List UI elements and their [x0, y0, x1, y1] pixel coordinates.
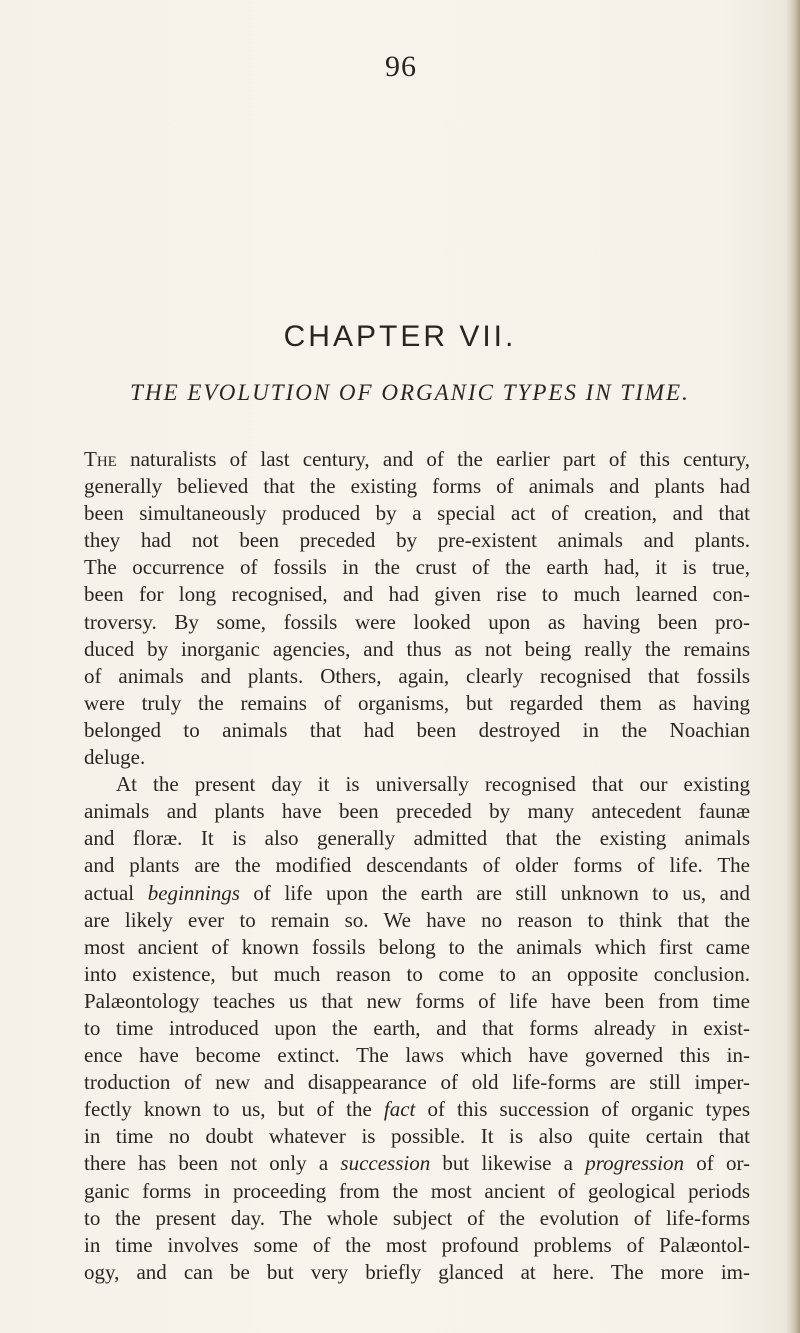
emphasis: succession — [340, 1151, 431, 1176]
text-line: are likely ever to remain so. We have no reason to think that the — [84, 907, 750, 932]
text-line: and floræ. It is also generally admitted that the existing animals — [84, 826, 750, 851]
text-line: animals and plants have been preceded by many antecedent faunæ — [84, 799, 750, 824]
text-line: were truly the remains of organisms, but regarded them as having — [84, 690, 750, 715]
text-line: ogy, and can be but very briefly glanced at here. The more im- — [84, 1259, 750, 1284]
emphasis: progression — [585, 1151, 685, 1176]
text-line: deluge. — [84, 745, 146, 770]
text-line: actual beginnings of life upon the earth are still unknown to us, and — [84, 880, 750, 905]
emphasis: beginnings — [147, 880, 240, 905]
chapter-title: THE EVOLUTION OF ORGANIC TYPES IN TIME. — [130, 380, 690, 405]
text-line: in time no doubt whatever is possible. It is also quite certain that — [84, 1124, 750, 1149]
text-line: ence have become extinct. The laws which have governed this in- — [84, 1043, 750, 1068]
text-line: The occurrence of fossils in the crust of the earth had, it is true, — [84, 555, 750, 580]
text-line: troduction of new and disappearance of old life-forms are still imper- — [84, 1070, 750, 1095]
text-line: of animals and plants. Others, again, clearly recognised that fossils — [84, 663, 750, 688]
text-line: to the present day. The whole subject of the evolution of life-forms — [84, 1205, 750, 1230]
text-line: most ancient of known fossils belong to the animals which first came — [84, 934, 750, 959]
text-line: At the present day it is universally recognised that our existing — [116, 772, 750, 797]
text-line: to time introduced upon the earth, and that forms already in exist- — [84, 1015, 750, 1040]
emphasis: fact — [383, 1097, 416, 1122]
text-line: troversy. By some, fossils were looked upon as having been pro- — [84, 609, 750, 634]
body-text — [84, 446, 750, 1286]
text-line: been simultaneously produced by a special act of creation, and that — [84, 501, 750, 526]
text-line: The naturalists of last century, and of the earlier part of this century, — [84, 447, 750, 471]
text-line: generally believed that the existing forms of animals and plants had — [84, 474, 750, 499]
text-line: and plants are the modified descendants of older forms of life. The — [84, 853, 750, 878]
text-line: duced by inorganic agencies, and thus as not being really the remains — [84, 636, 750, 661]
chapter-heading: CHAPTER VII. — [283, 320, 517, 353]
text-line: they had not been preceded by pre-existent animals and plants. — [84, 528, 750, 553]
text-line: in time involves some of the most profound problems of Palæontol- — [84, 1232, 750, 1257]
page-number: 96 — [385, 50, 417, 83]
page-edge — [786, 0, 800, 1333]
text-line: belonged to animals that had been destroyed in the Noachian — [84, 717, 750, 742]
text-line: into existence, but much reason to come to an opposite conclusion. — [84, 961, 750, 986]
text-line: there has been not only a succession but likewise a progression of or- — [84, 1151, 751, 1176]
lead-word: The — [84, 447, 117, 471]
text-line: been for long recognised, and had given rise to much learned con- — [84, 582, 750, 607]
text-line: ganic forms in proceeding from the most ancient of geological periods — [84, 1178, 750, 1203]
text-line: Palæontology teaches us that new forms of life have been from time — [84, 988, 750, 1013]
text-line: fectly known to us, but of the fact of this succession of organic types — [84, 1097, 750, 1122]
